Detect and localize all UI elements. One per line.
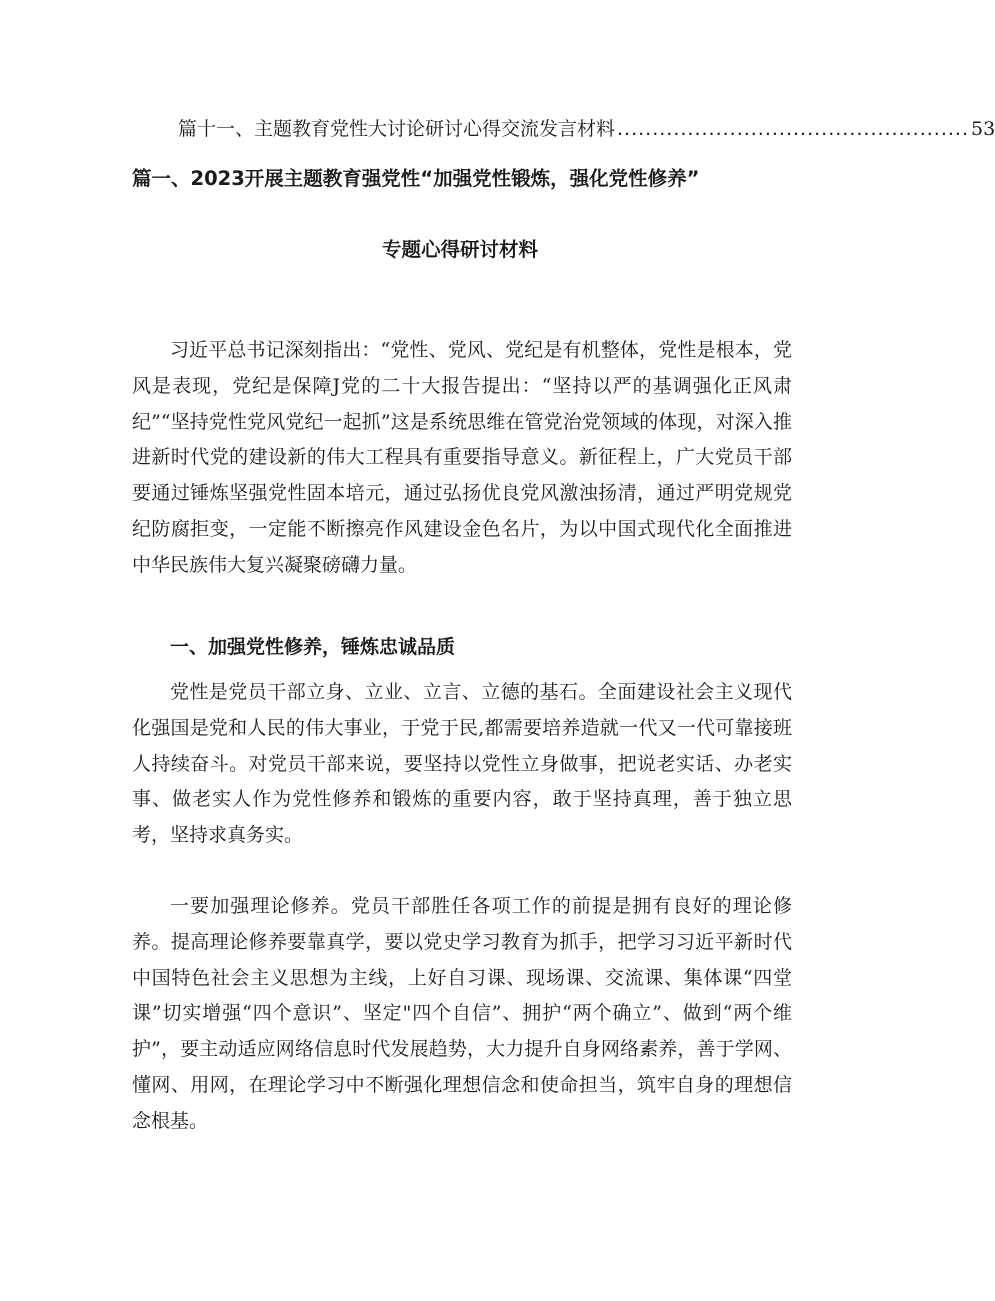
toc-entry[interactable] (178, 114, 995, 144)
theory-paragraph: 一要加强理论修养。党员干部胜任各项工作的前提是拥有良好的理论修养。提高理论修养要靠真学，要以党史学习教育为抓手，把学习习近平新时代中国特色社会主义思想为主线，上好自习课、现场课、交流课、集体课“四堂课”切实增强“四个意识”、坚定"四个自信”、拥护“两个确立”、做到“两个维护”，要主动适应网络信息时代发展趋势，大力提升自身网络素养，善于学网、懂网、用网，在理论学习中不断强化理想信念和使命担当，筑牢自身的理想信念根基。 (132, 895, 792, 1132)
intro-paragraph: 习近平总书记深刻指出：“党性、党风、党纪是有机整体，党性是根本，党风是表现，党纪是保障J党的二十大报告提出：“坚持以严的基调强化正风肃纪”“坚持党性党风党纪一起抓”这是系统思维在管党治党领域的体现，对深入推进新时代党的建设新的伟大工程具有重要指导意义。新征程上，广大党员干部要通过锤炼坚强党性固本培元，通过弘扬优良党风激浊扬清，通过严明党规党纪防腐拒变，一定能不断擦亮作风建设金色名片，为以中国式现代化全面推进中华民族伟大复兴凝聚磅礴力量。 (132, 339, 792, 576)
section-heading: 一、加强党性修养，锤炼忠诚品质 (170, 636, 456, 658)
toc-leader-dots: .................................................. (617, 118, 969, 140)
toc-page-number: 53 (971, 118, 995, 140)
article-title: 篇一、2023开展主题教育强党性“加强党性锻炼，强化党性修养” (132, 167, 700, 190)
article-subtitle: 专题心得研讨材料 (381, 238, 538, 261)
toc-entry-title: 篇十一、主题教育党性大讨论研讨心得交流发言材料 (178, 118, 616, 140)
section-body-paragraph: 党性是党员干部立身、立业、立言、立德的基石。全面建设社会主义现代化强国是党和人民的伟大事业，于党于民,都需要培养造就一代又一代可靠接班人持续奋斗。对党员干部来说，要坚持以党性立身做事，把说老实话、办老实事、做老实人作为党性修养和锻炼的重要内容，敢于坚持真理，善于独立思考，坚持求真务实。 (132, 681, 792, 847)
